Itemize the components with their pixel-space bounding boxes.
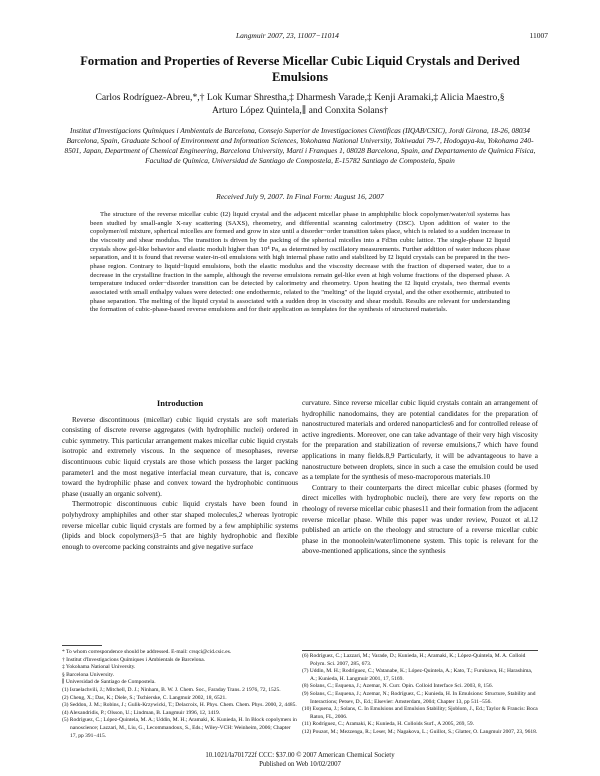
footnotes-left: [62, 649, 298, 740]
article-title: Formation and Properties of Reverse Micellar Cubic Liquid Crystals and Derived Emulsions: [80, 54, 520, 84]
right-column: [302, 398, 538, 557]
reference: (2) Cheng, X.; Das, K.; Diele, S.; Tschierske, C. Langmuir 2002, 18, 6521.: [62, 694, 227, 701]
affiliations: Institut d'Investigacions Químiques i Ambientals de Barcelona, Consejo Superior de Investigaciones Científicas (IIQAB/CSIC), Jordi Girona, 18-26, 08034 Barcelona, Spain, Graduate School of Environment and Information Sciences, Yokohama National University, Tokiwadai 79-7, Hodogaya-ku, Yokohama 240-8501, Japan, Department of Chemical Engineering, Barcelona University, Martí i Franques 1, 08028 Barcelona, Spain, and Departamento de Química Física, Facultad de Química, Universidad de Santiago de Compostela, E-15782 Santiago de Compostela, Spain: [64, 126, 536, 165]
reference: (4) Alexandridis, P.; Olsson, U.; Lindman, B. Langmuir 1996, 12, 1419.: [62, 709, 221, 716]
author-list: Carlos Rodríguez-Abreu,*,† Lok Kumar Shrestha,‡ Dharmesh Varade,‡ Kenji Aramaki,‡ Alicia Maestro,§ Arturo López Quintela,∥ and Conxita Solans†: [95, 92, 505, 116]
reference: (7) Uddin, M. H.; Rodríguez, C.; Watanabe, K.; López-Quintela, A.; Kato, T.; Furukawa, H.; Harashima, A.; Kunieda, H. Langmuir 2001, 17, 5169.: [302, 668, 533, 682]
abstract: The structure of the reverse micellar cubic (I2) liquid crystal and the adjacent micellar phase in amphiphilic block copolymer/water/oil systems has been studied by small-angle X-ray scattering (SAXS), rheometry, and differential scanning calorimetry (DSC). Upon addition of water to the copolymer/oil mixture, spherical micelles are formed and grow in size until a disorder−order transition takes place, which is related to a sudden increase in the viscosity and shear modulus. The transition is driven by the packing of the spherical micelles into a Fd3m cubic lattice. The single-phase I2 liquid crystals show gel-like behavior and elastic moduli higher than 10⁴ Pa, as determined by oscillatory measurements. Further addition of water induces phase separation, and it is found that reverse water-in-oil emulsions with high internal phase ratio and stabilized by I2 liquid crystals can be prepared in the two-phase region. Contrary to liquid−liquid emulsions, both the elastic modulus and the viscosity decrease with the fraction of dispersed water, due to a decrease in the crystalline fraction in the sample, although the reverse emulsions remain gel-like even at high volume fractions of the dispersed phase. A temperature induced order−disorder transition can be detected by calorimetry and rheometry. Upon heating the I2 liquid crystals, two thermal events associated with small enthalpy values were detected: one endothermic, related to the "melting" of the liquid crystal, and the other exothermic, attributed to phase separation. The melting of the liquid crystal is associated with a sudden drop in viscosity and shear moduli. Results are relevant for understanding the formation of cubic-phase-based reverse emulsions and for their application as templates for the synthesis of structured materials.: [90, 211, 510, 314]
intro-paragraph-1: Reverse discontinuous (micellar) cubic liquid crystals are soft materials consisting of discrete reverse aggregates (with hydrophilic nuclei) ordered in cubic symmetry. This particular arrangement makes micellar cubic liquid crystals isotropic and extremely viscous. In the sequence of mesophases, reverse discontinuous cubic liquid crystals are those which possess the larger packing parameter1 and the most negative interfacial mean curvature, that is, concave toward the hydrophilic phase and convex toward the hydrophobic continuous phase (usually an organic solvent).: [62, 415, 298, 498]
footnote: ∥ Universidad de Santiago de Compostela.: [62, 679, 156, 686]
reference: (10) Esquena, J.; Solans, C. In Emulsions and Emulsion Stability; Sjoblom, J., Ed.; Taylor & Francis: Boca Raton, FL, 2006.: [302, 706, 538, 720]
doi-line: 10.1021/la701722f CCC: $37.00 © 2007 American Chemical Society: [205, 752, 395, 759]
footnote: † Institut d'Investigacions Químiques i Ambientals de Barcelona.: [62, 656, 206, 663]
journal-citation: Langmuir 2007, 23, 11007−11014: [236, 31, 339, 40]
reference: (1) Israelachvili, J.; Mitchell, D. J.; Ninham, B. W. J. Chem. Soc., Faraday Trans. 2 1976, 72, 1525.: [62, 686, 281, 693]
footnote-divider-left: [62, 645, 102, 646]
reference: (5) Rodríguez, C.; López-Quintela, M. A.; Uddin, M. H.; Aramaki, K. Kunieda, H. In Block copolymers in nanoscience; Lazzari, M., Liu, G., Lecommandoux, S., Eds.; Wiley-VCH: Weinheim, 2006; Chapter 17, pp 391−415.: [62, 717, 297, 739]
publication-date: Published on Web 10/02/2007: [259, 760, 341, 768]
section-heading-introduction: Introduction: [156, 398, 204, 408]
intro-paragraph-4: Contrary to their counterparts the direct micellar cubic phases (formed by direct micelles with hydrophobic nuclei), there are very few reports on the rheology of reverse micellar cubic phases11 and their formation from the adjacent reverse micellar phase. While this paper was under review, Pouzot et al.12 published an article on the rheology and structure of a reverse micellar cubic phase in the monoolein/water/limonene system. This topic is relevant for the above-mentioned applications, since the synthesis: [302, 483, 538, 556]
reference: (3) Seddon, J. M.; Robins, J.; Gulik-Krzywicki, T.; Delacroix, H. Phys. Chem. Chem. Phys. 2000, 2, 4485.: [62, 702, 297, 709]
reference: (6) Rodríguez, C.; Lazzari, M.; Varade, D.; Kunieda, H.; Aramaki, K.; López-Quintela, M. A. Colloid Polym. Sci. 2007, 285, 673.: [302, 653, 526, 667]
footnote-divider-right: [302, 650, 538, 651]
reference: (8) Solans, C.; Esquena, J.; Azemar, N. Curr. Opin. Colloid Interface Sci. 2003, 8, 156.: [302, 683, 494, 690]
reference: (12) Pouzot, M.; Mezzenga, R.; Leser, M.; Nagakova, L.; Guillot, S.; Glatter, O. Langmuir 2007, 23, 9618.: [302, 728, 538, 735]
page-number: 11007: [529, 31, 548, 40]
intro-paragraph-2: Thermotropic discontinuous cubic liquid crystals have been found in polyhydroxy amphiphiles and other star shaped molecules,2 whereas lyotropic reverse micellar cubic liquid crystals are formed by a few amphiphilic systems (lipids and block copolymers)3−5 that are highly hydrophobic and flexible enough to overcome packing constraints and give negative surface: [62, 500, 298, 551]
reference: (11) Rodríguez, C.; Aramaki, K.; Kunieda, H. Colloids Surf., A 2005, 269, 59.: [302, 721, 474, 728]
footnote: ‡ Yokohama National University.: [62, 664, 136, 671]
reference: (9) Solans, C.; Esquena, J.; Azemar, N.; Rodríguez, C.; Kunieda, H. In Emulsions: Structure, Stability and Interactions; Petsev, D., Ed.; Elsevier: Amsterdam, 2004; Chapter 13, pp 511−556.: [302, 690, 536, 705]
footnotes-right: [302, 653, 538, 737]
footnote: * To whom correspondence should be addressed. E-mail: crsqci@cid.csic.es.: [62, 649, 232, 655]
left-column: [62, 398, 298, 552]
footnote: § Barcelona University.: [62, 671, 115, 678]
intro-paragraph-3: curvature. Since reverse micellar cubic liquid crystals contain an arrangement of hydrophilic nanodomains, they are potential candidates for the preparation of nanostructured materials and ordered nanoparticles6 and for controlled release of active ingredients. Moreover, one can take advantage of their very high viscosity for the preparation and stabilization of reverse emulsions,7 which have found applications in many fields.8,9 Particularly, it will be advantageous to have a nanostructure between droplets, since in such a case the emulsion could be used as a template for the synthesis of meso-macroporous materials.10: [302, 399, 538, 482]
page-footer: [0, 752, 600, 769]
received-dates: Received July 9, 2007. In Final Form: August 16, 2007: [216, 192, 384, 201]
